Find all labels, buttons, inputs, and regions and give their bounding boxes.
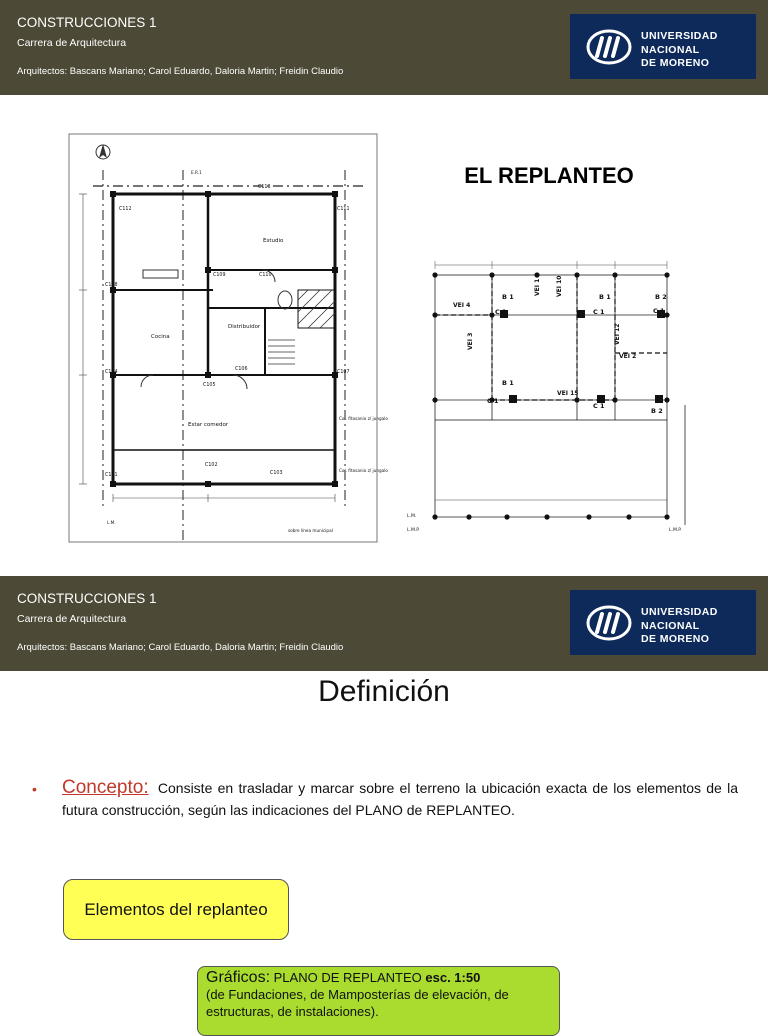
column-label: B 1 [502, 293, 514, 301]
element-code: C103 [270, 471, 283, 476]
column-label: C 1 [487, 397, 499, 405]
element-code: C108 [105, 283, 118, 288]
logo-line-3: DE MORENO [641, 633, 710, 645]
plan-note: L.M. [107, 520, 116, 525]
column-label: B 1 [502, 379, 514, 387]
beam-label: VEI 12 [614, 323, 621, 345]
authors-line: Arquitectos: Bascans Mariano; Carol Eduardo, Daloria Martin; Freidin Claudio [17, 66, 344, 77]
element-code: C107 [337, 370, 350, 375]
column-label: B 1 [599, 293, 611, 301]
graphics-scale: esc. 1:50 [425, 970, 481, 985]
course-title: CONSTRUCCIONES 1 [17, 15, 157, 30]
element-code: C104 [105, 370, 118, 375]
graphics-detail: (de Fundaciones, de Mamposterías de elevación, de estructuras, de instalaciones). [206, 987, 509, 1019]
element-code: C101 [105, 473, 118, 478]
concept-label: Concepto: [62, 777, 149, 798]
plan-note: E.R.1 [191, 170, 202, 175]
structural-plan-drawing [397, 255, 705, 540]
element-code: C111 [337, 207, 350, 212]
elements-box [63, 879, 289, 940]
slide-header [0, 576, 768, 671]
plan-note: sobre línea municipal [288, 528, 333, 533]
university-logo [570, 590, 756, 655]
logo-line-1: UNIVERSIDAD [641, 606, 718, 618]
plan-label: L.M.P. [407, 528, 420, 533]
logo-line-1: UNIVERSIDAD [641, 30, 718, 42]
beam-label: VEI 3 [467, 332, 474, 350]
element-code: C113 [258, 185, 271, 190]
column-label: C 1 [495, 308, 507, 316]
column-label: B 2 [655, 293, 667, 301]
university-logo [570, 14, 756, 79]
element-code: C105 [203, 383, 216, 388]
graphics-label: Gráficos: [206, 969, 271, 986]
element-code: C102 [205, 463, 218, 468]
university-emblem-icon [586, 29, 632, 65]
course-title: CONSTRUCCIONES 1 [17, 591, 157, 606]
plan-note: Col. fitosanio z/ jungalo [339, 416, 388, 421]
beam-label: VEI 15 [557, 390, 579, 397]
floor-plan-drawing [63, 130, 388, 544]
graphics-box [197, 966, 560, 1036]
concept-text: Consiste en trasladar y marcar sobre el terreno la ubicación exacta de los elementos de la futura construcción, según las indicaciones del PLANO de REPLANTEO. [62, 780, 739, 818]
university-emblem-icon [586, 605, 632, 641]
column-label: C 1 [593, 402, 605, 410]
definition-title: Definición [318, 675, 450, 708]
slide-header [0, 0, 768, 95]
column-label: C 1 [593, 308, 605, 316]
elements-box-label: Elementos del replanteo [84, 899, 268, 919]
logo-line-2: NACIONAL [641, 619, 700, 632]
plan-label: L.M.P. [669, 528, 682, 533]
element-code: C110 [259, 273, 272, 278]
element-code: C106 [235, 367, 248, 372]
room-label: Estudio [263, 238, 284, 244]
beam-label: VEI 1 [534, 278, 541, 296]
column-label: B 2 [651, 407, 663, 415]
column-label: C 1 [653, 307, 665, 315]
authors-line: Arquitectos: Bascans Mariano; Carol Eduardo, Daloria Martin; Freidin Claudio [17, 642, 344, 653]
beam-label: VEI 4 [453, 302, 471, 309]
plan-note: Col. fitosanio z/ jungalo [339, 468, 388, 473]
room-label: Estar comedor [188, 422, 229, 428]
bullet-icon: • [32, 781, 37, 797]
slide-title: EL REPLANTEO [464, 163, 634, 188]
plan-label: L.M. [407, 514, 417, 519]
beam-label: VEI 10 [556, 275, 563, 297]
career-subtitle: Carrera de Arquitectura [17, 37, 127, 49]
slide-gap [0, 560, 768, 576]
beam-label: VEI 2 [619, 353, 637, 360]
room-label: Cocina [151, 334, 170, 340]
university-name [641, 606, 718, 647]
logo-line-3: DE MORENO [641, 57, 710, 69]
element-code: C112 [119, 207, 132, 212]
room-label: Distribuidor [228, 324, 261, 330]
concept-paragraph [62, 777, 738, 821]
graphics-plan: PLANO DE REPLANTEO [273, 970, 422, 985]
career-subtitle: Carrera de Arquitectura [17, 613, 127, 625]
university-name [641, 30, 718, 71]
logo-line-2: NACIONAL [641, 43, 700, 56]
element-code: C109 [213, 273, 226, 278]
